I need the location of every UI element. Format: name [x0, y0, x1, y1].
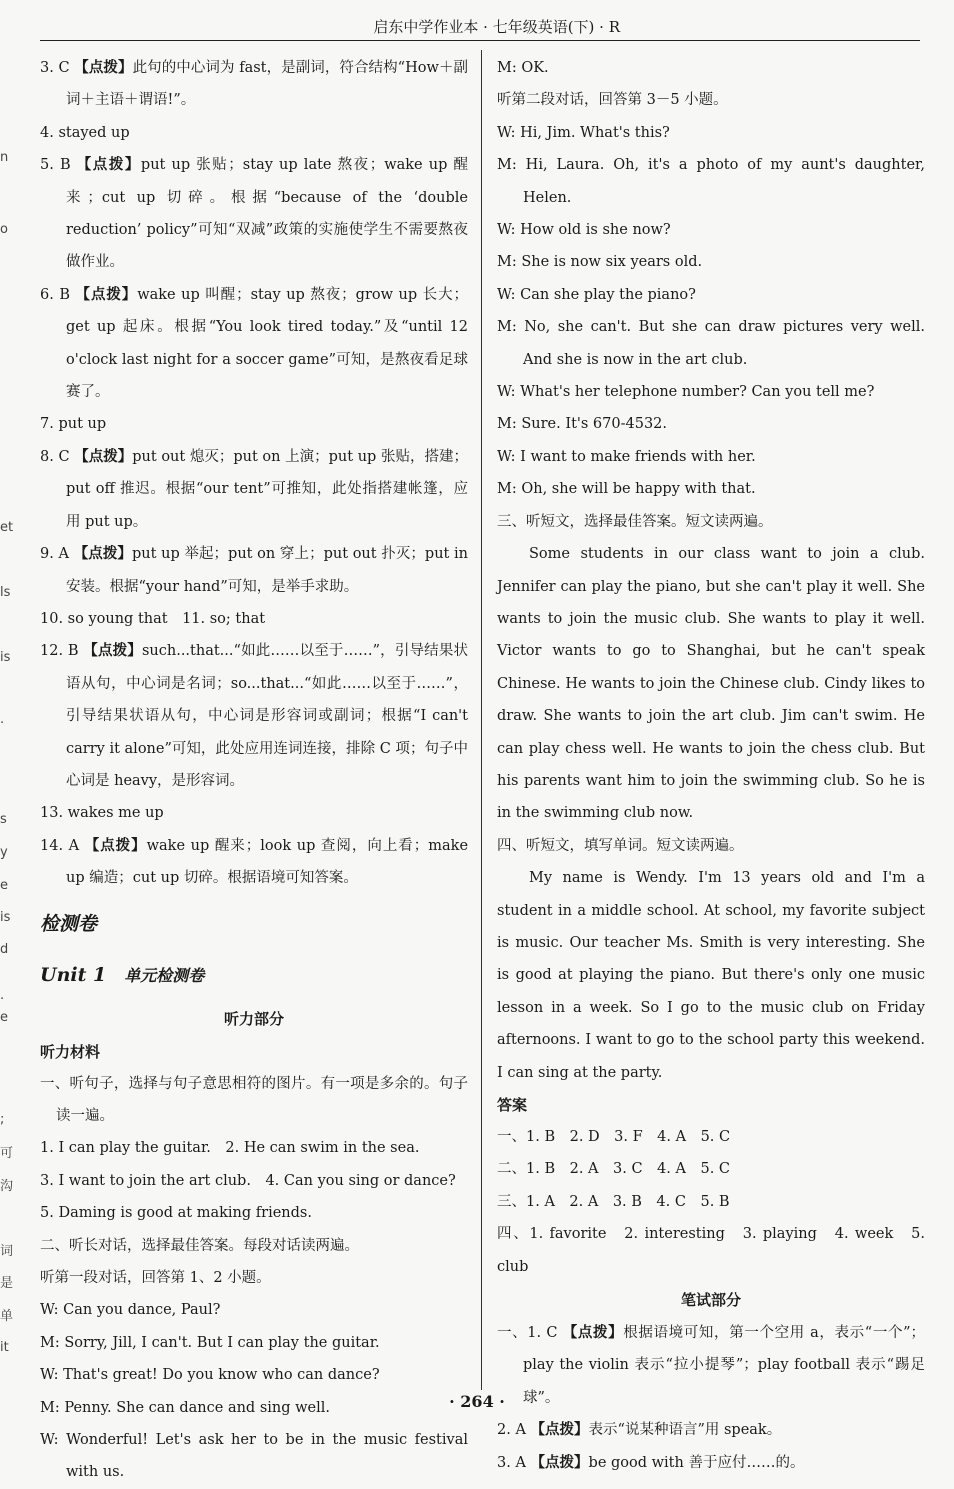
explanation-item	[497, 1447, 925, 1479]
answer-row: 三、1. A 2. A 3. B 4. C 5. B	[497, 1193, 730, 1210]
dialog1-end: M: OK.	[497, 60, 549, 76]
margin-fragment: et	[0, 520, 14, 535]
left-column	[40, 52, 468, 1489]
sentence-line: 3. I want to join the art club. 4. Can you sing or dance?	[40, 1172, 456, 1189]
margin-fragment: e	[0, 1010, 8, 1025]
tip-label: 【点拨】	[73, 545, 132, 563]
dialog-line: M: No, she can't. But she can draw pictures very well. And she is now in the art club.	[497, 319, 925, 368]
item-text: put up 张贴；stay up late 熬夜；wake up 醒来；cut up 切碎。根据“because of the ‘double reduction’ policy”可知“双减”政策的实施使学生不需要熬夜做作业。	[66, 157, 469, 271]
explanation-item	[40, 538, 468, 603]
dialog-line: W: Wonderful! Let's ask her to be in the music festival with us.	[40, 1432, 468, 1481]
part1-instruction: 一、听句子，选择与句子意思相符的图片。有一项是多余的。句子读一遍。	[40, 1075, 468, 1124]
margin-fragment: 可	[0, 1146, 14, 1161]
dialog-line: W: I want to make friends with her.	[497, 448, 756, 465]
margin-fragment: is	[0, 650, 11, 665]
dialog-line: M: Sorry, Jill, I can't. But I can play the guitar.	[40, 1334, 380, 1351]
margin-fragment: 沟	[0, 1179, 14, 1194]
sentence-line: 1. I can play the guitar. 2. He can swim in the sea.	[40, 1140, 420, 1157]
margin-fragment: ls	[0, 585, 11, 600]
dialog-line: W: How old is she now?	[497, 222, 671, 239]
dialog-line: W: Can she play the piano?	[497, 286, 696, 303]
item-text: such...that...“如此……以至于……”，引导结果状语从句，中心词是名词；so...that...“如此……以至于……”，引导结果状语从句，中心词是形容词或副词；根据“I can't carry it alone”可知，此处应用连词连接，排除 C 项；句子中心词是 heavy，是形容词。	[66, 643, 469, 789]
dialog-line: W: That's great! Do you know who can dance?	[40, 1367, 380, 1384]
answer-row: 一、1. B 2. D 3. F 4. A 5. C	[497, 1129, 731, 1145]
item-text: put up 举起；put on 穿上；put out 扑灭；put in 安装。根据“your hand”可知，是举手求助。	[66, 546, 469, 595]
item-number: 4. stayed up	[40, 124, 130, 141]
dialog2	[497, 117, 925, 506]
item-number: 6. B	[40, 286, 71, 303]
item-number: 9. A	[40, 546, 69, 563]
explanation-item	[40, 797, 468, 829]
item-number: 5. B	[40, 157, 71, 174]
item-number: 3. A	[497, 1454, 526, 1471]
item-text: 此句的中心词为 fast，是副词，符合结构“How＋副词＋主语＋谓语!”。	[66, 60, 469, 109]
item-text: 根据语境可知，第一个空用 a，表示“一个”；play the violin 表示“拉小提琴”；play football 表示“踢足球”。	[523, 1325, 926, 1406]
item-text: 表示“说某种语言”用 speak。	[588, 1422, 782, 1439]
listening-material-heading: 听力材料	[40, 1042, 101, 1061]
dialog-line: W: Can you dance, Paul?	[40, 1302, 221, 1319]
explanation-item	[40, 830, 468, 895]
answers-heading: 答案	[497, 1096, 528, 1114]
page-number: · 264 ·	[449, 1392, 505, 1411]
margin-fragment: y	[0, 845, 8, 860]
unit-title: Unit 1	[40, 963, 107, 986]
tip-label: 【点拨】	[75, 285, 138, 303]
margin-fragment: n	[0, 150, 9, 165]
margin-fragment: ;	[0, 1112, 5, 1127]
margin-fragment: .	[0, 988, 5, 1003]
item-text: wake up 醒来；look up 查阅，向上看；make up 编造；cut up 切碎。根据语境可知答案。	[66, 837, 469, 887]
margin-fragment: e	[0, 878, 8, 893]
item-number: 14. A	[40, 837, 80, 854]
item-number: 3. C	[40, 60, 70, 76]
dialog1-intro: 听第一段对话，回答第 1、2 小题。	[40, 1270, 271, 1286]
explanation-item	[40, 635, 468, 797]
tip-label: 【点拨】	[530, 1453, 589, 1471]
dialog-line: W: What's her telephone number? Can you tell me?	[497, 384, 875, 401]
explanation-item	[40, 117, 468, 149]
item-number: 10. so young that 11. so; that	[40, 610, 266, 627]
part3-passage: Some students in our class want to join a club. Jennifer can play the piano, but she can't play it well. She wants to join the music club. She wants to play it well. Victor wants to go to Shanghai, but he can't speak Chinese. He wants to join the Chinese club. Cindy likes to draw. She wants to join the art club. Jim can't swim. He can play chess well. He wants to join the chess club. But his parents want him to join the swimming club. So he is in the swimming club now.	[497, 546, 925, 822]
item-number: 一、1. C	[497, 1325, 558, 1342]
part4-passage: My name is Wendy. I'm 13 years old and I'm a student in a middle school. At school, my favorite subject is music. Our teacher Ms. Smith is very interesting. She is good at playing the piano. But there's only one music lesson in a week. So I go to the music club on Friday afternoons. I want to go to the school party this weekend. I can sing at the party.	[497, 870, 925, 1081]
unit-subtitle: 单元检测卷	[124, 965, 205, 985]
dialog-line: M: Oh, she will be happy with that.	[497, 481, 756, 498]
explanation-item	[40, 52, 468, 117]
item-text: wake up 叫醒；stay up 熬夜；grow up 长大；get up 起床。根据“You look tired today.”及“until 12 o'clock last night for a soccer game”可知，是熬夜看足球赛了。	[66, 286, 469, 401]
tip-label: 【点拨】	[76, 156, 141, 174]
item-text: be good with 善于应付……的。	[588, 1454, 805, 1471]
item-number: 8. C	[40, 448, 70, 465]
sentence-line: 5. Daming is good at making friends.	[40, 1205, 312, 1222]
explanation-item	[40, 603, 468, 635]
part3-instruction: 三、听短文，选择最佳答案。短文读两遍。	[497, 513, 773, 530]
tip-label: 【点拨】	[74, 59, 133, 76]
margin-fragment: s	[0, 812, 7, 827]
tip-label: 【点拨】	[83, 642, 142, 660]
tip-label: 【点拨】	[74, 447, 133, 465]
answer-key	[497, 1121, 925, 1283]
header-title: 启东中学作业本 · 七年级英语(下) · R	[373, 18, 620, 36]
dialog-line: M: Sure. It's 670-4532.	[497, 416, 668, 433]
tip-label: 【点拨】	[562, 1324, 624, 1342]
part4-instruction: 四、听短文，填写单词。短文读两遍。	[497, 837, 744, 854]
running-header	[40, 14, 920, 41]
item-number: 2. A	[497, 1422, 526, 1439]
item-number: 12. B	[40, 643, 79, 660]
answer-explanations	[40, 52, 468, 895]
dialog-line: M: Hi, Laura. Oh, it's a photo of my aunt's daughter, Helen.	[497, 157, 925, 206]
tip-label: 【点拨】	[530, 1421, 589, 1439]
dialog-line: M: She is now six years old.	[497, 254, 703, 271]
margin-fragment: 词	[0, 1244, 14, 1259]
unit-heading	[40, 949, 468, 1002]
tip-label: 【点拨】	[84, 836, 147, 854]
margin-fragment: .	[0, 712, 5, 727]
item-text: put out 熄灭；put on 上演；put up 张贴，搭建；put off 推迟。根据“our tent”可推知，此处指搭建帐篷，应用 put up。	[66, 448, 469, 530]
part1-sentences	[40, 1132, 468, 1229]
explanation-item	[40, 279, 468, 409]
explanation-item	[40, 408, 468, 440]
right-column	[497, 52, 925, 1479]
explanation-item	[40, 149, 468, 279]
answer-row: 四、1. favorite 2. interesting 3. playing 4. week 5. club	[497, 1226, 925, 1275]
item-number: 13. wakes me up	[40, 805, 164, 822]
margin-fragment: d	[0, 942, 9, 957]
margin-fragment: it	[0, 1340, 9, 1355]
column-divider	[481, 50, 482, 1390]
written-part-heading: 笔试部分	[680, 1291, 741, 1310]
margin-fragment: 单	[0, 1309, 14, 1324]
dialog-line: W: Hi, Jim. What's this?	[497, 124, 670, 141]
dialog2-intro: 听第二段对话，回答第 3－5 小题。	[497, 92, 728, 109]
section-title: 检测卷	[40, 912, 98, 935]
dialog-line: M: Penny. She can dance and sing well.	[40, 1399, 330, 1416]
margin-fragment: is	[0, 910, 11, 925]
explanation-item	[497, 1414, 925, 1446]
part2-instruction: 二、听长对话，选择最佳答案。每段对话读两遍。	[40, 1237, 359, 1254]
margin-fragment: 是	[0, 1276, 14, 1291]
item-number: 7. put up	[40, 416, 107, 433]
answer-row: 二、1. B 2. A 3. C 4. A 5. C	[497, 1161, 731, 1178]
margin-fragment: o	[0, 222, 8, 237]
listening-part-heading: 听力部分	[223, 1009, 284, 1028]
explanation-item	[40, 441, 468, 538]
